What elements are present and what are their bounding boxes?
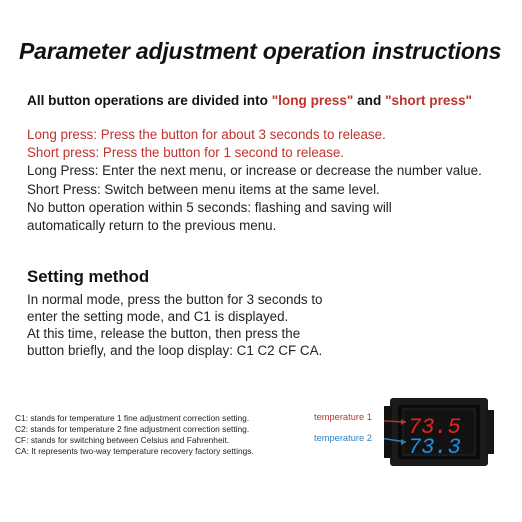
code-notes — [15, 413, 254, 457]
rule-line: Long Press: Enter the next menu, or increase or decrease the number value. — [27, 163, 482, 179]
setting-line: In normal mode, press the button for 3 seconds to — [27, 292, 323, 307]
device-right-clip — [486, 410, 494, 454]
device-left-clip — [384, 406, 392, 458]
intro-and: and — [353, 93, 386, 108]
setting-line: At this time, release the button, then press the — [27, 326, 301, 341]
setting-heading: Setting method — [27, 267, 150, 286]
setting-line: button briefly, and the loop display: C1 C2 CF CA. — [27, 343, 323, 358]
temperature-2-label: temperature 2 — [314, 433, 372, 443]
setting-description — [27, 291, 323, 359]
temperature-1-label: temperature 1 — [314, 412, 372, 422]
button-rules — [27, 126, 482, 235]
rule-line: Short Press: Switch between menu items at the same level. — [27, 181, 380, 197]
intro-prefix: All button operations are divided into — [27, 93, 272, 108]
rule-line: No button operation within 5 seconds: flashing and saving will — [27, 199, 392, 215]
long-press-term: "long press" — [271, 93, 354, 108]
note-line: CF: stands for switching between Celsius and Fahrenheit. — [15, 435, 230, 445]
thermometer-device-image — [384, 392, 494, 472]
note-line: C1: stands for temperature 1 fine adjustment correction setting. — [15, 413, 250, 423]
page-title: Parameter adjustment operation instructions — [19, 38, 502, 64]
rule-line: Long press: Press the button for about 3 seconds to release. — [27, 127, 386, 142]
rule-line: automatically return to the previous menu. — [27, 217, 277, 233]
temperature-2-reading: 73.3 — [408, 435, 461, 460]
rule-line: Short press: Press the button for 1 second to release. — [27, 145, 345, 161]
note-line: CA: It represents two-way temperature recovery factory settings. — [15, 446, 254, 456]
setting-line: enter the setting mode, and C1 is displayed. — [27, 309, 289, 324]
short-press-term: "short press" — [385, 93, 473, 108]
note-line: C2: stands for temperature 2 fine adjustment correction setting. — [15, 424, 250, 434]
temperature-1-reading: 73.5 — [408, 415, 461, 440]
intro-line — [27, 93, 472, 108]
